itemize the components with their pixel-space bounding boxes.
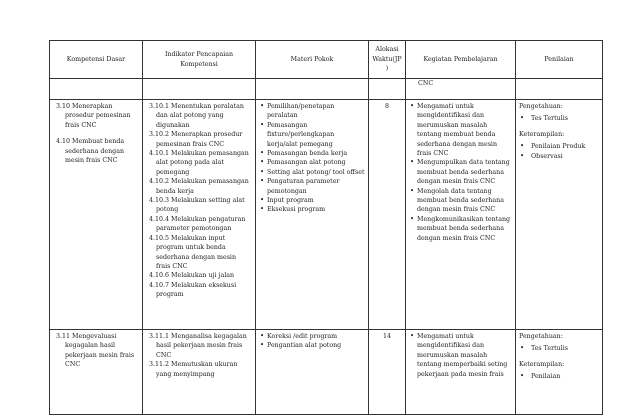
- header-penilaian: Penilaian: [516, 41, 603, 79]
- cell-penilaian: [516, 330, 603, 415]
- list-item: • Mengumpulkan data tentang membuat benda sederhana dengan mesin frais CNC: [409, 158, 512, 186]
- cell-kompetensi-dasar: [50, 100, 143, 330]
- list-item: • Pemilihan/penetapan peralatan: [259, 102, 365, 121]
- kd-item: 4.10 Membuat benda sederhana dengan mesin frais CNC: [56, 138, 125, 165]
- cell-indikator: [143, 100, 256, 330]
- list-item: • Mengkomunikasikan tentang membuat benda sederhana dengan mesin frais CNC: [409, 215, 512, 243]
- cell-penilaian: [516, 100, 603, 330]
- kd-item: 3.10 Menerapkan prosedur pemesinan frais CNC: [56, 103, 131, 129]
- ipk-item: 3.11.1 Menganalisa kegagalan hasil pekerjaan mesin frais CNC: [149, 333, 247, 359]
- ipk-item: 4.10.6 Melakukan uji jalan: [149, 272, 235, 280]
- cell-kompetensi-dasar: [50, 330, 143, 415]
- ipk-item: 4.10.5 Melakukan input program untuk benda sederhana dengan mesin frais CNC: [149, 234, 236, 270]
- ipk-item: 4.10.3 Melakukan setting alat potong: [149, 197, 245, 214]
- continuation-row: [50, 79, 603, 100]
- list-item: • Pemasangan alat potong: [259, 158, 365, 167]
- cell-materi-pokok: [256, 100, 369, 330]
- ipk-item: 3.11.2 Memutuskan ukuran yang menyimpang: [149, 361, 238, 378]
- list-item: • Observasi: [519, 152, 599, 161]
- ipk-item: 3.10.2 Menerapkan prosedur pemesinan frais CNC: [149, 131, 243, 148]
- header-alokasi-waktu: Alokasi Waktu(JP): [369, 41, 406, 79]
- list-item: • Pemasangan fixture/perlengkapan kerja/alat pemegang: [259, 121, 365, 149]
- list-item: • Setting alat potong/ tool offset: [259, 168, 365, 177]
- syllabus-table: [49, 40, 603, 415]
- cell-kegiatan: [406, 330, 516, 415]
- list-item: • Koreksi /edit program: [259, 332, 365, 341]
- continuation-kegiatan: CNC: [406, 79, 516, 100]
- list-item: • Mengamati untuk mengidentifikasi dan merumuskan masalah tentang memperbaiki seting pekerjaan pada mesin frais: [409, 332, 512, 379]
- table-row: [50, 330, 603, 415]
- ipk-item: 3.10.1 Menentukan peralatan dan alat potong yang digunakan: [149, 103, 244, 129]
- kegiatan-list: [409, 102, 512, 243]
- list-item: • Tes Tertulis: [519, 114, 599, 123]
- cell-materi-pokok: [256, 330, 369, 415]
- list-item: • Eksekusi program: [259, 205, 365, 214]
- penilaian-label: Keterampilan:: [519, 130, 565, 138]
- ipk-item: 4.10.4 Melakukan pengaturan parameter pemotongan: [149, 215, 246, 233]
- list-item: • Tes Tertulis: [519, 344, 599, 353]
- cell-kegiatan: [406, 100, 516, 330]
- header-materi-pokok: Materi Pokok: [256, 41, 369, 79]
- cell-indikator: [143, 330, 256, 415]
- penilaian-label: Keterampilan:: [519, 360, 565, 368]
- ipk-item: 4.10.2 Melakukan pemasangan benda kerja: [149, 178, 249, 195]
- list-item: • Penilaian Produk: [519, 142, 599, 151]
- header-indikator: Indikator Pencapaian Kompetensi: [143, 41, 256, 79]
- list-item: • Pemasangan benda kerja: [259, 149, 365, 158]
- cell-alokasi-waktu: 14: [369, 330, 406, 415]
- header-kompetensi-dasar: Kompetensi Dasar: [50, 41, 143, 79]
- ipk-item: 4.10.7 Melakukan eksekusi program: [149, 281, 237, 299]
- materi-list: [259, 102, 365, 215]
- penilaian-label: Pengetahuan:: [519, 333, 563, 340]
- cell-alokasi-waktu: 8: [369, 100, 406, 330]
- kd-item: 3.11 Mengevaluasi kegagalan hasil pekerjaan mesin frais CNC: [56, 333, 135, 369]
- header-kegiatan: Kegiatan Pembelajaran: [406, 41, 516, 79]
- list-item: • Mengamati untuk mengidentifikasi dan merumuskan masalah tentang membuat benda sederhana dengan mesin frais CNC: [409, 102, 512, 158]
- penilaian-label: Pengetahuan:: [519, 103, 563, 110]
- list-item: • Input program: [259, 196, 365, 205]
- list-item: • Pengantian alat potong: [259, 341, 365, 350]
- list-item: • Pengaturan parameter pemotongan: [259, 177, 365, 196]
- list-item: • Mengolah data tentang membuat benda sederhana dengan mesin frais CNC: [409, 187, 512, 215]
- list-item: • Penilaian: [519, 372, 599, 381]
- ipk-item: 4.10.1 Melakukan pemasangan alat potong pada alat pemegang: [149, 150, 249, 176]
- table-row: [50, 100, 603, 330]
- header-row: [50, 41, 603, 79]
